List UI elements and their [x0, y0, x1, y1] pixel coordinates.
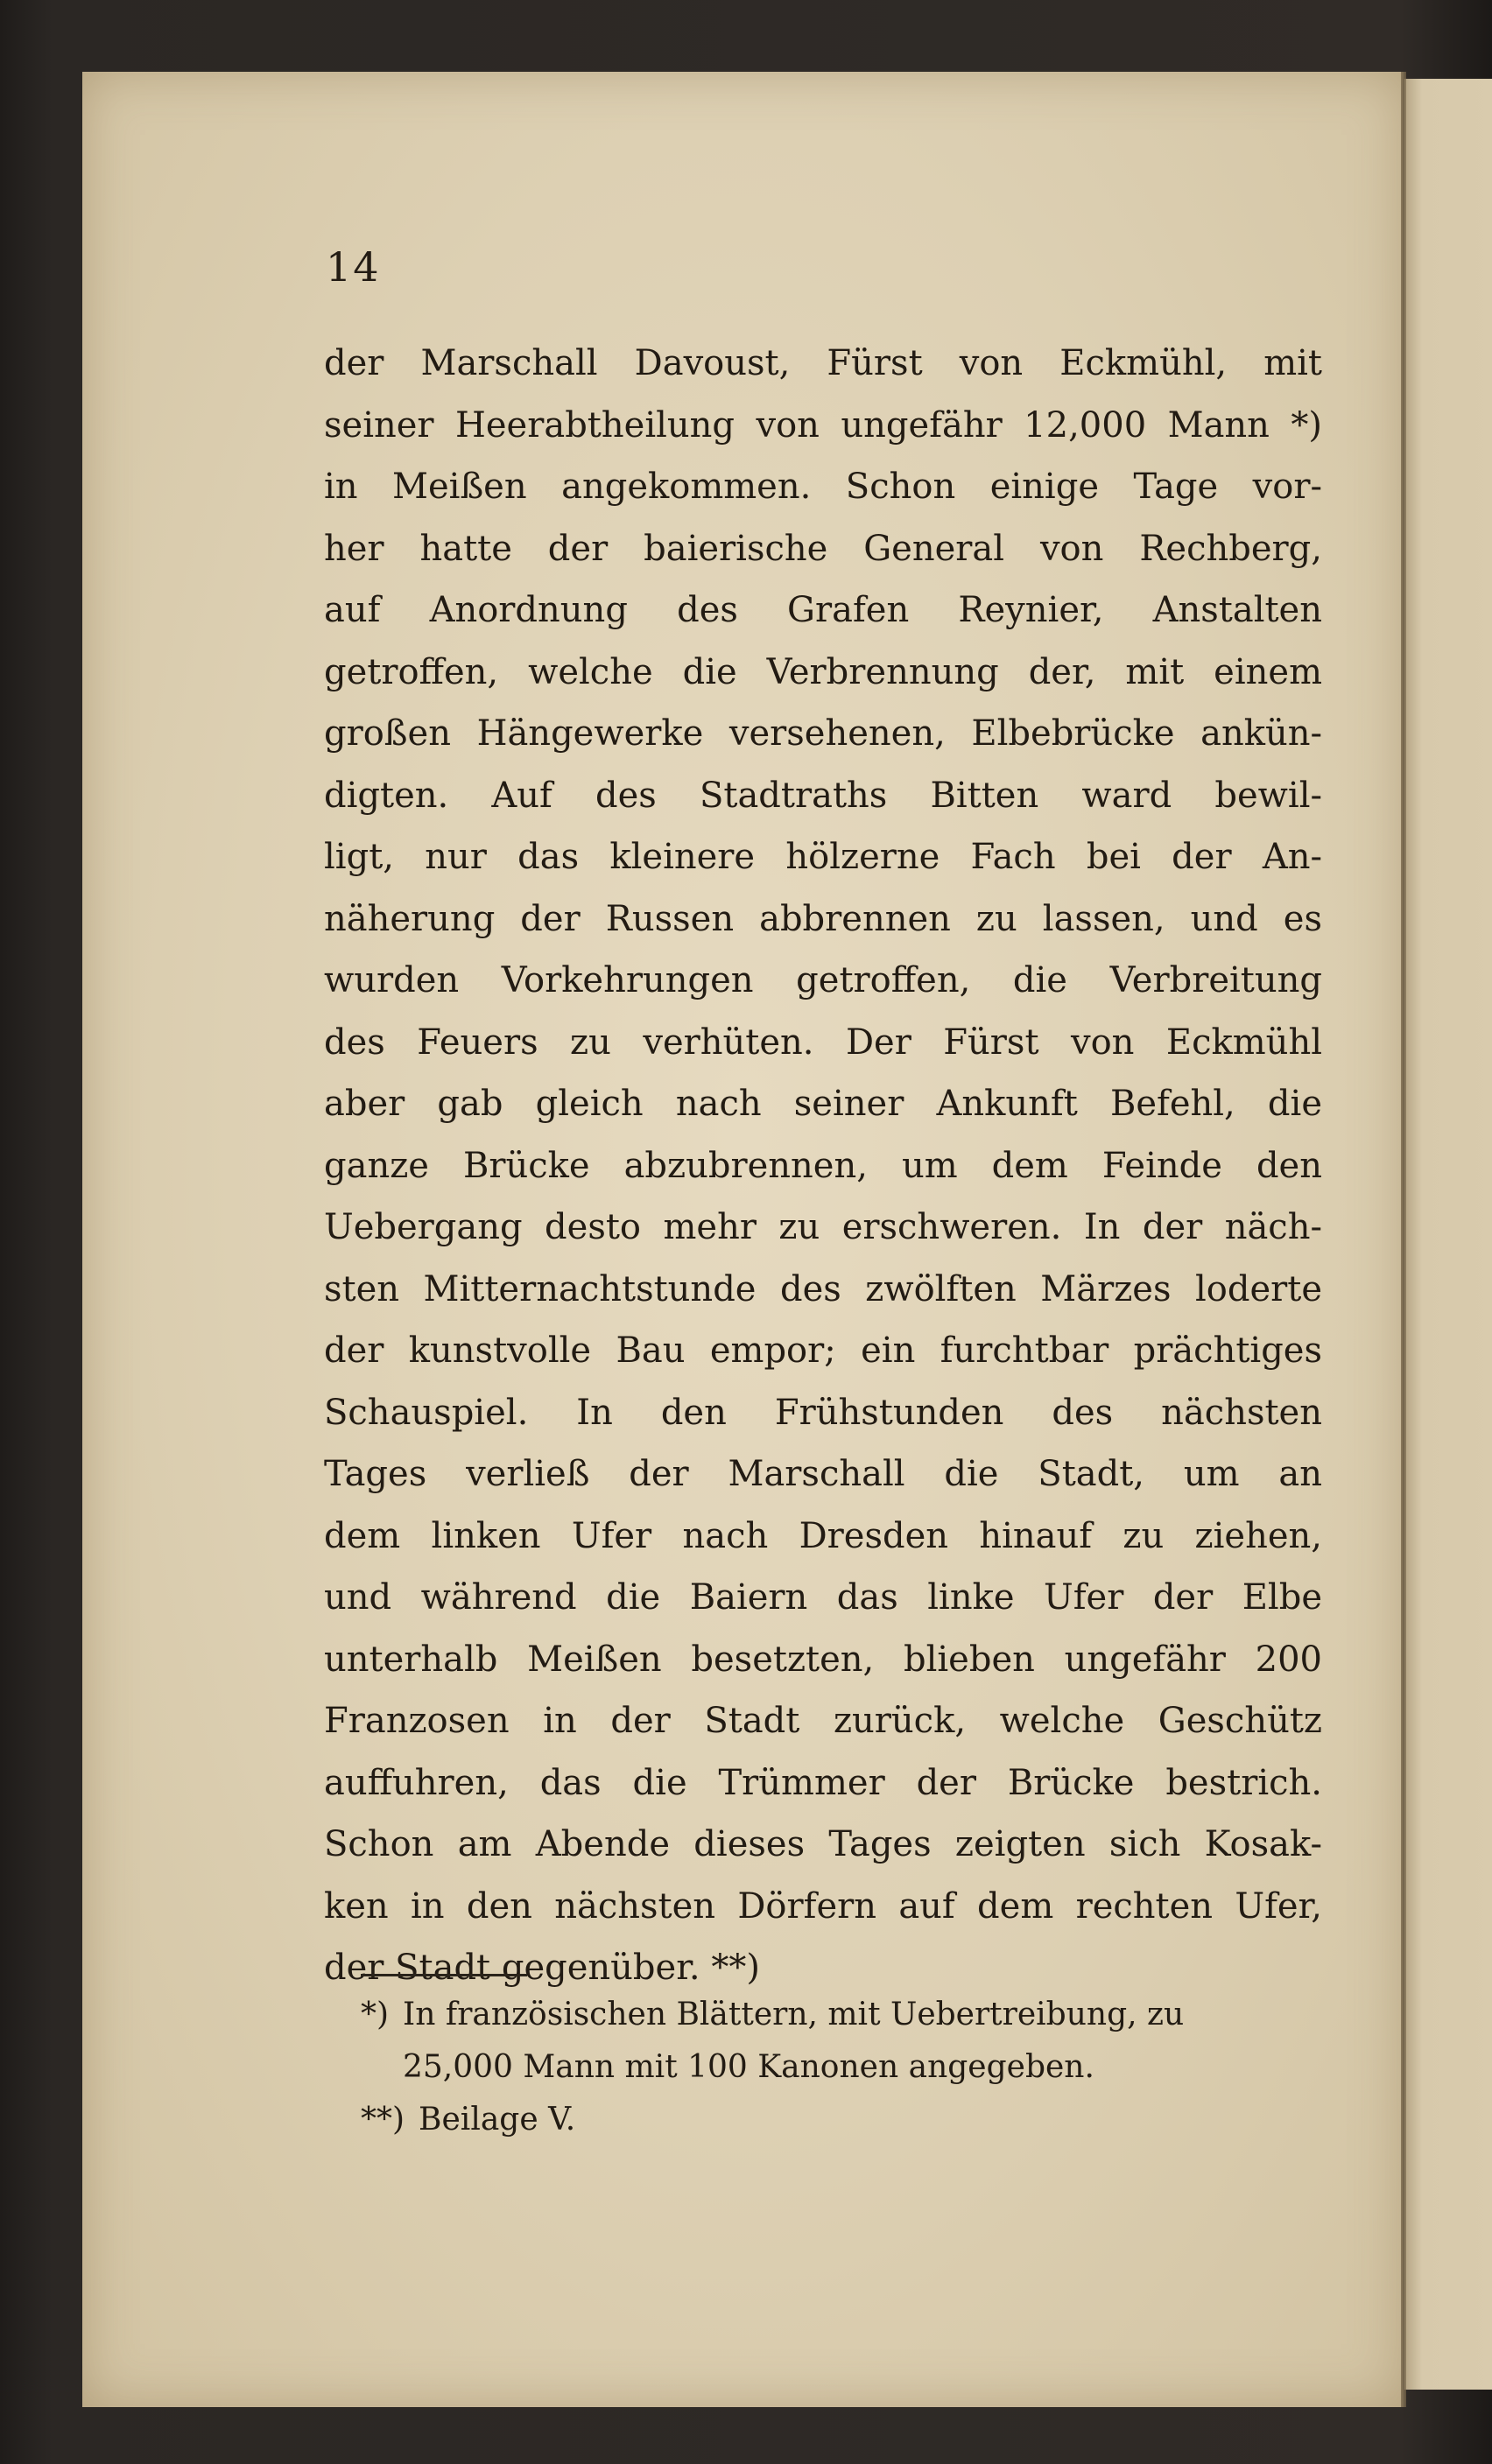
text-line: ganze Brücke abzubrennen, um dem Feinde den — [324, 1145, 1322, 1186]
text-line: Schon am Abende dieses Tages zeigten sich Kosak- — [324, 1824, 1322, 1864]
text-line: auffuhren, das die Trümmer der Brücke bestrich. — [324, 1762, 1322, 1803]
footnote-marker: **) — [361, 2102, 405, 2138]
text-line: digten. Auf des Stadtraths Bitten ward bewil- — [324, 775, 1322, 816]
text-line: und während die Baiern das linke Ufer der Elbe — [324, 1577, 1322, 1618]
adjacent-page-edge — [1404, 79, 1492, 2390]
text-line: Tages verließ der Marschall die Stadt, um an — [324, 1454, 1322, 1494]
text-line: aber gab gleich nach seiner Ankunft Befehl, die — [324, 1084, 1322, 1124]
text-line: der kunstvolle Bau empor; ein furchtbar prächtiges — [324, 1330, 1322, 1371]
footnote-text: In französischen Blättern, mit Uebertreibung, zu — [403, 1997, 1185, 2032]
text-line: ligt, nur das kleinere hölzerne Fach bei der An- — [324, 837, 1322, 877]
text-line: in Meißen angekommen. Schon einige Tage vor- — [324, 467, 1322, 507]
text-line: dem linken Ufer nach Dresden hinauf zu ziehen, — [324, 1515, 1322, 1556]
text-line: des Feuers zu verhüten. Der Fürst von Eckmühl — [324, 1021, 1322, 1063]
text-line: auf Anordnung des Grafen Reynier, Anstalten — [324, 590, 1322, 630]
text-line: sten Mitternachtstunde des zwölften Märzes loderte — [324, 1268, 1322, 1309]
body-text — [324, 333, 1322, 1999]
text-line: Franzosen in der Stadt zurück, welche Geschütz — [324, 1701, 1322, 1741]
page-number: 14 — [326, 243, 381, 291]
text-line: Uebergang desto mehr zu erschweren. In der näch- — [324, 1207, 1322, 1247]
footnotes — [361, 1989, 1324, 2146]
footnote-marker: *) — [361, 1997, 390, 2032]
text-line: der Stadt gegenüber. **) — [324, 1948, 760, 1988]
text-line: der Marschall Davoust, Fürst von Eckmühl, mit — [324, 343, 1322, 383]
text-line: ken in den nächsten Dörfern auf dem rechten Ufer, — [324, 1885, 1322, 1927]
text-line: her hatte der baierische General von Rechberg, — [324, 528, 1322, 569]
footnote-1-continuation: 25,000 Mann mit 100 Kanonen angegeben. — [403, 2049, 1094, 2085]
footnote-separator — [361, 1974, 527, 1976]
text-line: unterhalb Meißen besetzten, blieben ungefähr 200 — [324, 1639, 1322, 1680]
footnote-text: Beilage V. — [419, 2102, 576, 2138]
text-line: näherung der Russen abbrennen zu lassen, und es — [324, 898, 1322, 939]
text-line: seiner Heerabtheilung von ungefähr 12,000 Mann *) — [324, 404, 1322, 446]
text-line: Schauspiel. In den Frühstunden des nächsten — [324, 1392, 1322, 1433]
text-line: großen Hängewerke versehenen, Elbebrücke ankün- — [324, 713, 1322, 754]
text-line: getroffen, welche die Verbrennung der, mit einem — [324, 651, 1322, 692]
text-line: wurden Vorkehrungen getroffen, die Verbreitung — [324, 960, 1322, 1000]
footnote-2 — [361, 2094, 1324, 2146]
footnote-1 — [361, 1989, 1324, 2041]
